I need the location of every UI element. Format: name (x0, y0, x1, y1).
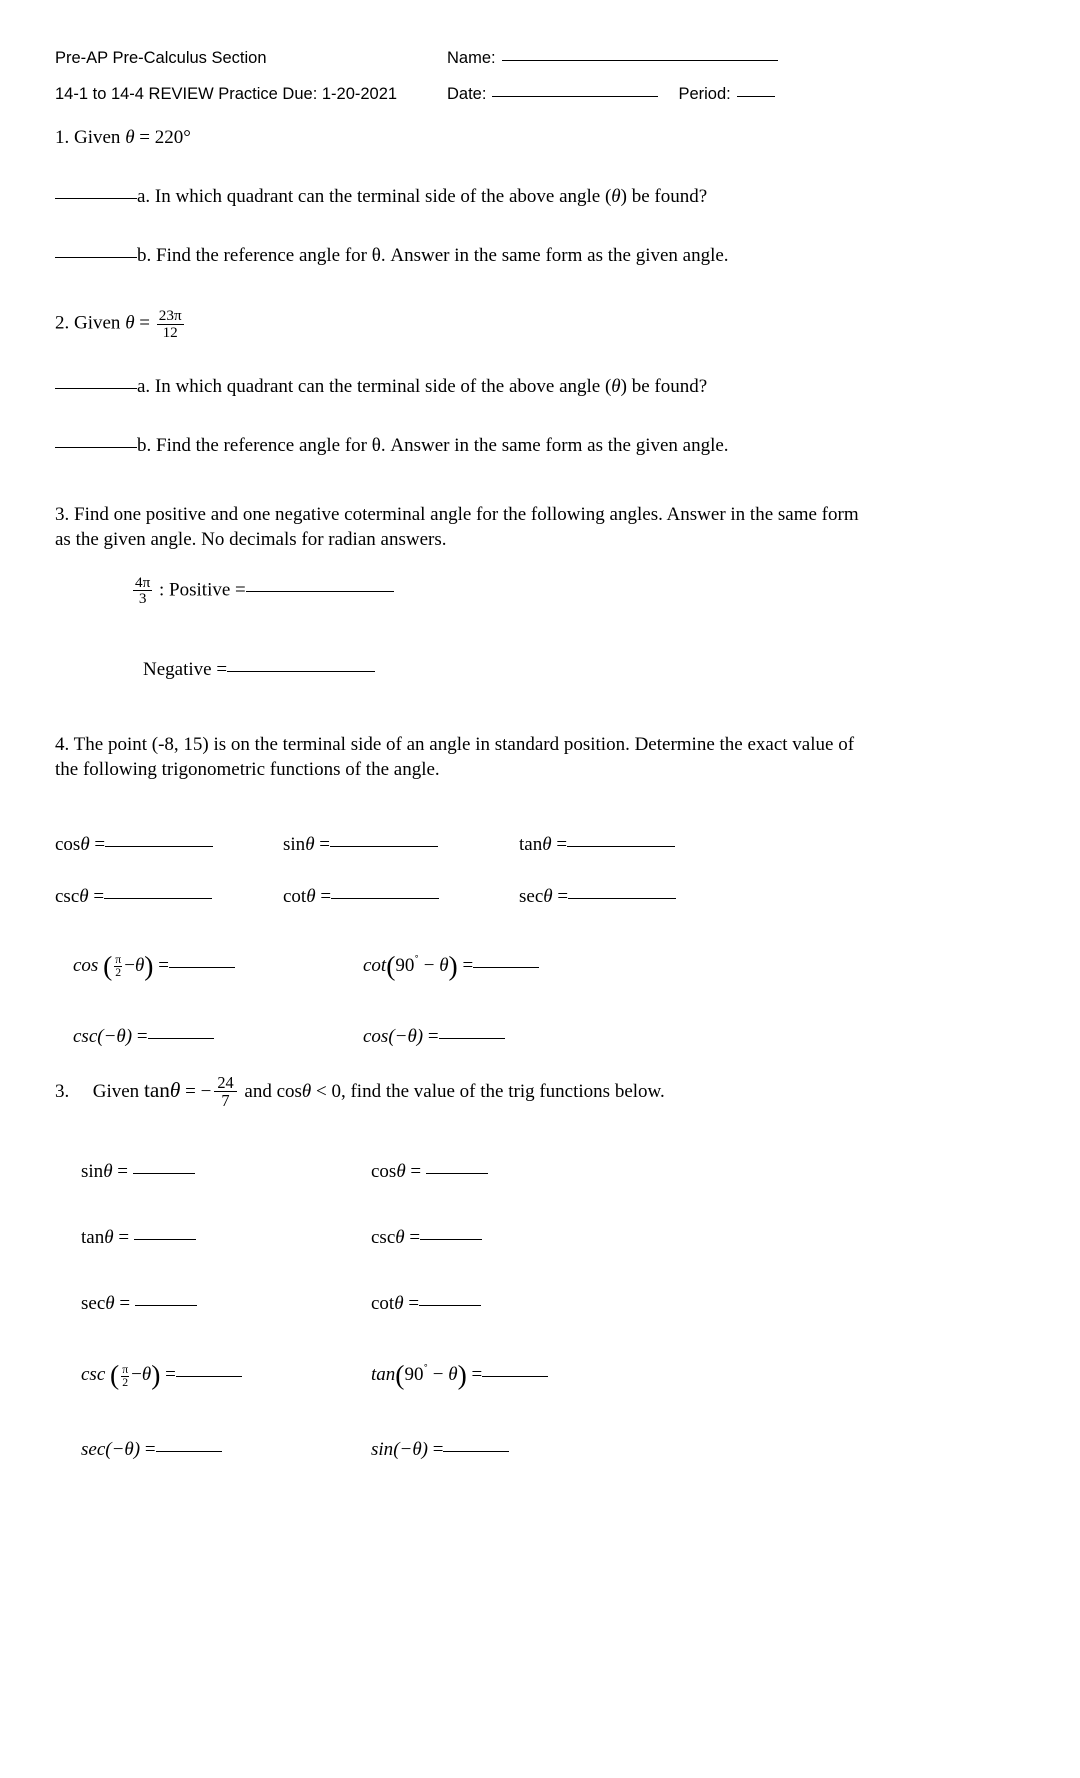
question-1b-text: b. Find the reference angle for θ. Answer in the same form as the given angle. (137, 245, 729, 267)
question-3-prompt (55, 502, 960, 552)
question-5-csc-cofunction-blank[interactable] (176, 1376, 242, 1377)
question-4-cos-equals: = (94, 833, 106, 855)
question-5-tan-cofunction-arg: 90 (404, 1364, 424, 1386)
question-4-csc-blank[interactable] (104, 898, 212, 899)
question-4-cos-cofunction-close-paren: ) (144, 949, 154, 981)
question-2-given (55, 308, 960, 340)
question-5-tan-theta: θ (169, 1077, 181, 1102)
question-4-cos-cofunction-theta: θ (134, 954, 145, 976)
question-4-cot-theta: θ (306, 885, 316, 907)
question-4-sin-equals: = (319, 833, 330, 855)
assignment-title: 14-1 to 14-4 REVIEW Practice Due: 1-20-2021 (55, 84, 398, 103)
question-4-cot-equals: = (320, 885, 332, 907)
question-4-cos-negative-arg: (−θ) (388, 1025, 424, 1047)
question-5-cot-blank[interactable] (419, 1305, 481, 1306)
question-4-cos-cofunction-cell (73, 950, 363, 982)
question-5-identity-row-2 (55, 1439, 960, 1461)
question-5-sin-negative-blank[interactable] (443, 1451, 509, 1452)
question-4-csc-negative-blank[interactable] (148, 1038, 214, 1039)
question-5-tan-cofunction-blank[interactable] (482, 1376, 548, 1377)
question-2a-text-end: ) be found? (620, 376, 708, 398)
header-row-2 (55, 86, 960, 103)
question-5-sin-negative-cell (371, 1439, 691, 1461)
question-1a-theta: θ (611, 186, 621, 208)
question-1-given (55, 125, 960, 150)
question-3-text-2: as the given angle. No decimals for radian answers. (55, 529, 447, 551)
question-3-negative-blank[interactable] (227, 671, 375, 672)
question-2-theta: θ (125, 312, 135, 334)
question-5-sec-negative-blank[interactable] (156, 1451, 222, 1452)
question-3-prompt-line-1 (55, 502, 960, 527)
question-5-cos-cell (371, 1161, 691, 1183)
question-4-cos-cofunction-numerator: π (115, 953, 122, 967)
question-4-cot-cofunction-label: cot (363, 954, 387, 976)
name-field-group (447, 50, 778, 67)
question-4-text-2: the following trigonometric functions of the angle. (55, 758, 440, 780)
question-1-given-word: Given (74, 127, 121, 148)
question-4-trig-row-1 (55, 834, 960, 856)
question-2-number: 2. (55, 312, 70, 334)
question-5-csc-blank[interactable] (420, 1239, 482, 1240)
question-1-value: 220° (154, 127, 191, 148)
question-4-sin-cell (283, 834, 519, 856)
question-5-inequality: < 0, (316, 1080, 346, 1102)
question-5-cot-cell (371, 1293, 691, 1315)
question-5-sec-cell (81, 1293, 371, 1315)
question-4-cos-cofunction-denominator: 2 (115, 966, 122, 980)
question-5-given-word: Given (92, 1080, 140, 1102)
question-4-csc-negative-label: csc (73, 1025, 98, 1047)
question-5-identity-row-1 (55, 1359, 960, 1391)
question-5-tan-theta-2: θ (104, 1227, 114, 1249)
course-title: Pre-AP Pre-Calculus Section (55, 49, 267, 67)
question-5-csc-cofunction-label: csc (81, 1364, 106, 1386)
question-5-sin-negative-arg: (−θ) (393, 1439, 428, 1461)
question-4-cot-cofunction-open-paren: ( (386, 949, 396, 981)
question-2-denominator: 12 (157, 324, 184, 341)
question-4-cot-cofunction-cell (363, 950, 683, 982)
question-4-tan-cell (519, 834, 759, 856)
question-1-number: 1. (55, 127, 70, 148)
question-5-tan-cofunction-close-paren: ) (457, 1359, 467, 1391)
question-2a-theta: θ (611, 376, 621, 398)
question-4-cos-blank[interactable] (105, 846, 213, 847)
question-4-cos-negative-blank[interactable] (439, 1038, 505, 1039)
question-4-sin-blank[interactable] (330, 846, 438, 847)
question-5-csc-cofunction-minus: − (131, 1364, 142, 1386)
question-4-cos-cofunction-open-paren: ( (103, 949, 113, 981)
question-4-sec-equals: = (557, 885, 569, 907)
question-4-csc-negative-equals: = (136, 1025, 148, 1047)
question-4-prompt-line-1 (55, 732, 960, 757)
question-5-number: 3. (55, 1080, 70, 1102)
question-4-sec-theta: θ (543, 885, 553, 907)
question-4-cot-cofunction-arg: 90 (395, 954, 415, 976)
question-5-sec-negative-label: sec (81, 1439, 106, 1461)
question-5-sin-theta: θ (103, 1161, 113, 1183)
question-4-tan-blank[interactable] (567, 846, 675, 847)
period-label: Period: (678, 84, 731, 103)
question-2b-answer-blank[interactable] (55, 447, 137, 448)
question-5-tan-label-2: tan (81, 1227, 105, 1249)
question-3-angle-denominator: 3 (133, 590, 152, 607)
question-5-cot-equals: = (408, 1293, 420, 1315)
question-3-positive-blank[interactable] (246, 591, 394, 592)
question-5-tan-cofunction-label: tan (371, 1364, 396, 1386)
question-5-cot-label: cot (371, 1293, 395, 1315)
question-5-sec-negative-equals: = (144, 1439, 156, 1461)
question-4-cos-negative-equals: = (427, 1025, 439, 1047)
question-5-sin-negative-equals: = (432, 1439, 444, 1461)
question-5-tan-blank[interactable] (134, 1239, 196, 1240)
question-5-prompt (55, 1074, 960, 1109)
question-5-csc-cofunction-numerator: π (122, 1362, 129, 1376)
question-2-equals: = (139, 312, 150, 334)
question-5-csc-cofunction-fraction (121, 1364, 129, 1389)
question-5-sec-label: sec (81, 1293, 106, 1315)
question-3-negative-label: Negative = (143, 658, 228, 680)
question-5-tan-cofunction-cell (371, 1359, 691, 1391)
question-5-numerator: 24 (217, 1072, 234, 1092)
question-4-cot-label: cot (283, 885, 307, 907)
question-4-identity-row-2 (55, 1026, 960, 1048)
question-5-cos-theta-2: θ (396, 1161, 406, 1183)
question-5-equals: = (185, 1080, 196, 1102)
question-4-cot-cofunction-blank[interactable] (473, 967, 539, 968)
question-5-csc-theta: θ (395, 1227, 405, 1249)
question-2a-answer-blank[interactable] (55, 388, 137, 389)
worksheet-content (55, 50, 960, 1461)
question-1a-answer-blank[interactable] (55, 198, 137, 199)
question-1b-answer-blank[interactable] (55, 257, 137, 258)
question-2b (55, 433, 960, 458)
question-4-text-1: The point (-8, 15) is on the terminal side of an angle in standard position. Determine the exact value of (73, 733, 855, 755)
question-4-csc-equals: = (93, 885, 105, 907)
name-label: Name: (447, 49, 496, 67)
question-5-tan-cell (81, 1227, 371, 1249)
question-1-theta: θ (125, 127, 135, 148)
question-5-sec-theta: θ (105, 1293, 115, 1315)
question-4-prompt (55, 732, 960, 782)
question-3-negative-row (55, 657, 960, 682)
question-5-cos-label: cos (371, 1161, 397, 1183)
question-5-csc-cofunction-equals: = (165, 1364, 176, 1386)
question-3-number: 3. (55, 504, 70, 526)
question-4-sec-label: sec (519, 885, 544, 907)
date-period-group (447, 86, 775, 103)
question-4-sin-label: sin (283, 833, 306, 855)
question-3-angle-numerator: 4π (135, 573, 151, 591)
question-4-csc-label: csc (55, 885, 80, 907)
question-5-tan-cofunction-equals: = (471, 1364, 483, 1386)
question-2a (55, 374, 960, 399)
question-5-tan-cofunction-open-paren: ( (395, 1359, 405, 1391)
question-5-trig-row-1 (55, 1161, 960, 1183)
question-4-cot-blank[interactable] (331, 898, 439, 899)
question-4-tan-label: tan (519, 833, 543, 855)
question-5-tail: find the value of the trig functions below. (350, 1080, 665, 1102)
question-1a (55, 184, 960, 209)
question-5-sin-label: sin (81, 1161, 104, 1183)
question-5-sin-equals: = (117, 1161, 128, 1183)
question-4-cos-label: cos (55, 833, 81, 855)
header-row-1 (55, 50, 960, 67)
question-4-cos-negative-label: cos (363, 1025, 389, 1047)
question-5-sec-blank[interactable] (135, 1305, 197, 1306)
question-1a-text: a. In which quadrant can the terminal side of the above angle ( (137, 186, 612, 208)
question-4-number: 4. (55, 733, 70, 755)
question-2-fraction (157, 308, 184, 340)
question-5-csc-equals: = (409, 1227, 421, 1249)
question-5-fraction (214, 1074, 236, 1109)
question-4-cos-negative-cell (363, 1026, 683, 1048)
question-4-cot-cell (283, 886, 519, 908)
question-4-cot-cofunction-theta: θ (439, 954, 449, 976)
question-5-and-cos: and cos (244, 1080, 302, 1102)
question-5-tan-cofunction-degree: ˚ (423, 1362, 429, 1378)
question-4-cos-cofunction-blank[interactable] (169, 967, 235, 968)
question-5-tan-label: tan (143, 1077, 170, 1102)
question-5-tan-equals: = (118, 1227, 130, 1249)
question-4-identity-row-1 (55, 950, 960, 982)
date-label: Date: (447, 84, 487, 103)
question-4-csc-negative-cell (73, 1026, 363, 1048)
question-5-csc-cofunction-denominator: 2 (122, 1375, 129, 1389)
question-4-cot-cofunction-degree: ˚ (414, 952, 419, 968)
question-2-numerator: 23π (158, 307, 182, 325)
question-4-cos-cofunction-fraction (114, 954, 122, 979)
question-1a-text-end: ) be found? (620, 186, 708, 208)
question-5-tan-cofunction-minus: − (432, 1364, 444, 1386)
period-input-line[interactable] (737, 96, 775, 97)
question-5-sec-equals: = (119, 1293, 131, 1315)
question-1-equals: = (139, 127, 150, 148)
question-2b-text: b. Find the reference angle for θ. Answer in the same form as the given angle. (137, 435, 729, 457)
question-4-csc-negative-arg: (−θ) (97, 1025, 133, 1047)
question-5-trig-row-2 (55, 1227, 960, 1249)
question-5-sin-blank[interactable] (133, 1173, 195, 1174)
question-5-cos-equals: = (410, 1161, 422, 1183)
question-2-given-word: Given (74, 312, 121, 334)
question-5-csc-label: csc (371, 1227, 396, 1249)
question-4-sec-cell (519, 886, 759, 908)
question-4-cos-cofunction-minus: − (124, 954, 135, 976)
question-1b (55, 243, 960, 268)
name-input-line[interactable] (502, 60, 778, 61)
question-4-trig-row-2 (55, 886, 960, 908)
question-2a-text: a. In which quadrant can the terminal side of the above angle ( (137, 376, 612, 398)
question-3-positive-label: : Positive = (159, 579, 246, 601)
question-3-positive-row (55, 575, 960, 607)
question-5-sin-cell (81, 1161, 371, 1183)
question-5-csc-cofunction-theta: θ (141, 1364, 152, 1386)
question-4-tan-equals: = (556, 833, 568, 855)
date-input-line[interactable] (492, 96, 658, 97)
question-4-sin-theta: θ (305, 833, 315, 855)
question-4-sec-blank[interactable] (568, 898, 676, 899)
question-3-angle-fraction (133, 575, 152, 607)
question-5-denominator: 7 (214, 1091, 236, 1109)
question-5-cot-theta: θ (394, 1293, 404, 1315)
question-5-csc-cofunction-cell (81, 1359, 371, 1391)
question-4-tan-theta: θ (542, 833, 552, 855)
question-5-csc-cofunction-open-paren: ( (110, 1359, 120, 1391)
question-4-cot-cofunction-equals: = (462, 954, 474, 976)
question-4-csc-cell (55, 886, 283, 908)
question-5-csc-cell (371, 1227, 691, 1249)
question-5-sin-negative-label: sin (371, 1439, 394, 1461)
question-4-cos-cofunction-label: cos (73, 954, 99, 976)
question-5-cos-theta: θ (301, 1080, 312, 1102)
question-4-cos-cofunction-equals: = (158, 954, 169, 976)
question-5-trig-row-3 (55, 1293, 960, 1315)
question-4-cos-cell (55, 834, 283, 856)
question-5-sec-negative-cell (81, 1439, 371, 1461)
question-5-cos-blank[interactable] (426, 1173, 488, 1174)
question-5-csc-cofunction-close-paren: ) (151, 1359, 161, 1391)
question-4-cot-cofunction-minus: − (423, 954, 435, 976)
question-4-csc-theta: θ (79, 885, 89, 907)
question-5-sec-negative-arg: (−θ) (105, 1439, 141, 1461)
question-4-cot-cofunction-close-paren: ) (448, 949, 458, 981)
question-5-tan-cofunction-theta: θ (448, 1364, 458, 1386)
question-4-cos-theta: θ (80, 833, 90, 855)
question-3-text-1: Find one positive and one negative coterminal angle for the following angles. Answer in the same form (74, 504, 859, 526)
question-5-minus: − (200, 1080, 212, 1102)
